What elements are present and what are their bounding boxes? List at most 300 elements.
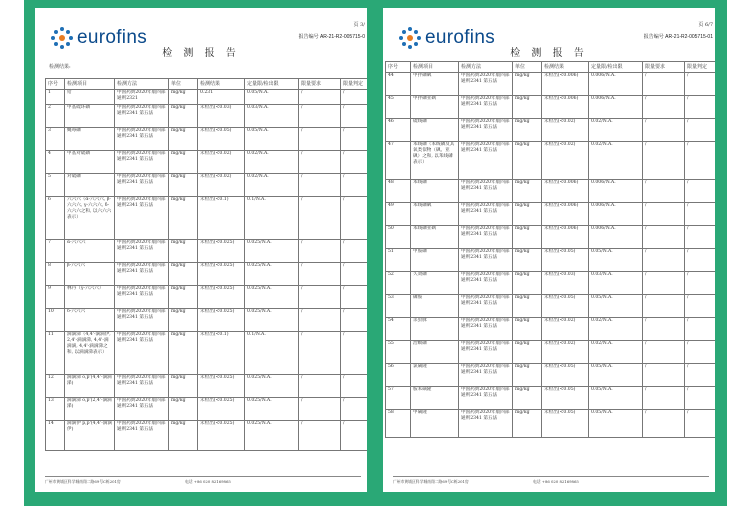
- cell-result: 未检出(<0.025): [198, 375, 245, 398]
- cell-result: 未检出(<0.025): [198, 309, 245, 332]
- footer-address: 广州市黄埔区科学城南翔二路69号C栋201房: [45, 479, 121, 484]
- cell-judge: /: [685, 96, 716, 119]
- cell-limit: /: [299, 263, 341, 286]
- cell-no: 5: [46, 174, 65, 197]
- cell-item: 苯线磷（苯线磷及其氧类似物（砜、亚砜）之和, 以苯线磷表示）: [411, 142, 459, 180]
- table-row: [46, 105, 368, 128]
- cell-no: 7: [46, 240, 65, 263]
- cell-method: 中国药典2020年版四部通则2341 第五法: [115, 174, 169, 197]
- cell-unit: mg/kg: [513, 96, 542, 119]
- table-row: [386, 295, 716, 318]
- cell-item: 杀虫脒: [411, 318, 459, 341]
- cell-unit: mg/kg: [169, 286, 198, 309]
- table-row: [386, 341, 716, 364]
- cell-unit: mg/kg: [513, 249, 542, 272]
- cell-judge: /: [685, 180, 716, 203]
- cell-unit: mg/kg: [513, 73, 542, 96]
- cell-item: 胺苯磺隆: [411, 387, 459, 410]
- cell-item: 久效磷: [411, 272, 459, 295]
- cell-limit: /: [643, 364, 685, 387]
- cell-result: 未检出(<0.025): [198, 286, 245, 309]
- cell-unit: mg/kg: [513, 341, 542, 364]
- cell-judge: /: [685, 341, 716, 364]
- cell-limit: /: [299, 90, 341, 105]
- cell-limit: /: [643, 142, 685, 180]
- cell-judge: /: [341, 151, 368, 174]
- cell-unit: mg/kg: [169, 128, 198, 151]
- table-row: [386, 410, 716, 438]
- cell-judge: /: [685, 295, 716, 318]
- cell-result: 未检出(<0.006): [542, 73, 589, 96]
- cell-loq: 0.006/N.A.: [589, 96, 643, 119]
- column-header: 检测方法: [459, 62, 513, 73]
- report-number: 报告编号 AR-21-R2-005715-0: [298, 34, 365, 40]
- table-row: [46, 398, 368, 421]
- cell-unit: mg/kg: [513, 318, 542, 341]
- cell-limit: /: [643, 226, 685, 249]
- page-number: 页 6/7: [698, 22, 713, 28]
- cell-no: 12: [46, 375, 65, 398]
- cell-unit: mg/kg: [169, 398, 198, 421]
- column-header: 单位: [169, 79, 198, 90]
- cell-item: 甲基对硫磷: [65, 151, 115, 174]
- cell-loq: 0.025/N.A.: [245, 240, 299, 263]
- footer-phone: 电话 +86 020 82169865: [533, 479, 579, 484]
- cell-no: 45: [386, 96, 411, 119]
- cell-limit: /: [643, 119, 685, 142]
- results-table: [385, 61, 715, 438]
- table-row: [46, 151, 368, 174]
- cell-result: 未检出(<0.025): [198, 398, 245, 421]
- cell-limit: /: [299, 197, 341, 240]
- cell-judge: /: [685, 226, 716, 249]
- cell-method: 中国药典2020年版四部通则2341 第五法: [115, 375, 169, 398]
- cell-loq: 0.006/N.A.: [589, 203, 643, 226]
- cell-unit: mg/kg: [169, 421, 198, 451]
- cell-loq: 0.05/N.A.: [589, 364, 643, 387]
- cell-loq: 0.02/N.A.: [245, 174, 299, 197]
- cell-item: δ-六六六: [65, 309, 115, 332]
- cell-unit: mg/kg: [513, 203, 542, 226]
- cell-judge: /: [341, 105, 368, 128]
- cell-no: 47: [386, 142, 411, 180]
- cell-judge: /: [341, 197, 368, 240]
- cell-result: 未检出(<0.03): [542, 272, 589, 295]
- cell-unit: mg/kg: [169, 174, 198, 197]
- table-body: [386, 73, 716, 438]
- cell-no: 6: [46, 197, 65, 240]
- cell-judge: /: [685, 73, 716, 96]
- page-title: 检 测 报 告: [510, 48, 588, 59]
- cell-result: 未检出(<0.006): [542, 226, 589, 249]
- table-row: [386, 226, 716, 249]
- cell-no: 53: [386, 295, 411, 318]
- cell-no: 55: [386, 341, 411, 364]
- cell-loq: 0.02/N.A.: [589, 119, 643, 142]
- cell-item: 滴滴涕 o,p'(4,4'-滴滴涕): [65, 375, 115, 398]
- cell-loq: 0.05/N.A.: [589, 249, 643, 272]
- cell-judge: /: [341, 128, 368, 151]
- cell-limit: /: [643, 272, 685, 295]
- column-header: 定量限/检出限: [245, 79, 299, 90]
- cell-unit: mg/kg: [513, 364, 542, 387]
- cell-method: 中国药典2020年版四部通则2341 第五法: [115, 421, 169, 451]
- cell-result: 未检出(<0.02): [542, 318, 589, 341]
- cell-loq: 0.025/N.A.: [245, 375, 299, 398]
- cell-no: 49: [386, 203, 411, 226]
- footer-address: 广州市黄埔区科学城南翔二路69号C栋201房: [393, 479, 469, 484]
- cell-judge: /: [685, 119, 716, 142]
- table-row: [386, 387, 716, 410]
- table-row: [46, 286, 368, 309]
- cell-method: 中国药典2020年版四部通则2341 第五法: [115, 332, 169, 375]
- cell-no: 4: [46, 151, 65, 174]
- report-page-left: [35, 8, 367, 492]
- cell-unit: mg/kg: [513, 142, 542, 180]
- cell-no: 11: [46, 332, 65, 375]
- column-header: 检测结果: [542, 62, 589, 73]
- cell-no: 3: [46, 128, 65, 151]
- cell-result: 未检出(<0.025): [198, 240, 245, 263]
- table-row: [46, 128, 368, 151]
- cell-method: 中国药典2020年版四部通则2341 第五法: [115, 263, 169, 286]
- table-row: [46, 263, 368, 286]
- cell-result: 未检出(<0.02): [542, 341, 589, 364]
- cell-limit: /: [643, 410, 685, 438]
- cell-method: 中国药典2020年版四部通则2341 第五法: [115, 197, 169, 240]
- cell-limit: /: [643, 387, 685, 410]
- cell-no: 13: [46, 398, 65, 421]
- cell-result: 未检出(<0.02): [198, 151, 245, 174]
- table-header-row: [46, 79, 368, 90]
- cell-method: 中国药典2020年版四部通则2341 第五法: [459, 387, 513, 410]
- cell-limit: /: [643, 295, 685, 318]
- table-row: [386, 96, 716, 119]
- cell-judge: /: [685, 364, 716, 387]
- cell-result: 未检出(<0.006): [542, 203, 589, 226]
- cell-loq: 0.1/N.A.: [245, 332, 299, 375]
- cell-method: 中国药典2020年版四部通则2341 第五法: [459, 318, 513, 341]
- cell-judge: /: [685, 410, 716, 438]
- cell-limit: /: [643, 249, 685, 272]
- cell-loq: 0.05/N.A.: [245, 128, 299, 151]
- report-number: 报告编号 AR-21-R2-005715-01: [643, 34, 713, 40]
- cell-method: 中国药典2020年版四部通则2341 第五法: [115, 240, 169, 263]
- table-row: [386, 364, 716, 387]
- page-footer: [45, 476, 361, 485]
- cell-unit: mg/kg: [169, 240, 198, 263]
- cell-judge: /: [341, 375, 368, 398]
- cell-result: 未检出(<0.1): [198, 197, 245, 240]
- cell-limit: /: [643, 203, 685, 226]
- cell-result: 未检出(<0.025): [198, 263, 245, 286]
- cell-method: 中国药典2020年版四部通则2341 第五法: [115, 398, 169, 421]
- cell-unit: mg/kg: [513, 295, 542, 318]
- cell-no: 44: [386, 73, 411, 96]
- cell-unit: mg/kg: [513, 119, 542, 142]
- table-row: [386, 272, 716, 295]
- cell-result: 未检出(<0.1): [198, 332, 245, 375]
- column-header: 序号: [46, 79, 65, 90]
- cell-method: 中国药典2020年版四部通则2341 第五法: [459, 96, 513, 119]
- cell-unit: mg/kg: [169, 197, 198, 240]
- cell-judge: /: [341, 174, 368, 197]
- cell-unit: mg/kg: [513, 272, 542, 295]
- cell-unit: mg/kg: [169, 309, 198, 332]
- cell-limit: /: [299, 375, 341, 398]
- cell-limit: /: [299, 128, 341, 151]
- column-header: 限量判定: [341, 79, 368, 90]
- column-header: 检测方法: [115, 79, 169, 90]
- cell-item: 苯线磷: [411, 180, 459, 203]
- cell-loq: 0.1/N.A.: [245, 197, 299, 240]
- cell-unit: mg/kg: [513, 226, 542, 249]
- table-row: [46, 197, 368, 240]
- cell-no: 14: [46, 421, 65, 451]
- cell-limit: /: [643, 318, 685, 341]
- cell-unit: mg/kg: [513, 410, 542, 438]
- cell-item: 治螟磷: [411, 341, 459, 364]
- cell-unit: mg/kg: [169, 263, 198, 286]
- footer-phone: 电话 +86 020 82169865: [185, 479, 231, 484]
- cell-loq: 0.03/N.A.: [589, 272, 643, 295]
- cell-method: 中国药典2020年版四部通则2341 第五法: [459, 226, 513, 249]
- cell-result: 未检出(<0.05): [542, 387, 589, 410]
- table-row: [46, 240, 368, 263]
- page-number: 页 3/: [353, 22, 365, 28]
- cell-limit: /: [299, 240, 341, 263]
- cell-no: 54: [386, 318, 411, 341]
- cell-item: 滴滴伊 p,p'(4,4'-滴滴伊): [65, 421, 115, 451]
- cell-judge: /: [341, 421, 368, 451]
- cell-result: 未检出(<0.006): [542, 96, 589, 119]
- cell-loq: 0.02/N.A.: [245, 151, 299, 174]
- cell-no: 9: [46, 286, 65, 309]
- cell-method: 中国药典2020年版四部通则2341 第五法: [459, 119, 513, 142]
- cell-item: 对硫磷: [65, 174, 115, 197]
- cell-item: 甲拌磷砜: [411, 73, 459, 96]
- cell-loq: 0.025/N.A.: [245, 309, 299, 332]
- cell-loq: 0.05/N.A.: [589, 387, 643, 410]
- page-footer: [393, 476, 709, 485]
- cell-result: 0.231: [198, 90, 245, 105]
- cell-method: 中国药典2020年版四部通则2341 第五法: [115, 151, 169, 174]
- cell-item: 氯磺隆: [411, 364, 459, 387]
- cell-method: 中国药典2020年版四部通则2341 第五法: [115, 309, 169, 332]
- cell-method: 中国药典2020年版四部通则2341 第五法: [459, 73, 513, 96]
- cell-result: 未检出(<0.05): [198, 128, 245, 151]
- cell-result: 未检出(<0.006): [542, 180, 589, 203]
- cell-limit: /: [299, 421, 341, 451]
- result-label: 检测结果:: [49, 64, 71, 70]
- cell-no: 51: [386, 249, 411, 272]
- cell-judge: /: [341, 398, 368, 421]
- column-header: 限量要求: [299, 79, 341, 90]
- cell-result: 未检出(<0.05): [542, 249, 589, 272]
- table-row: [46, 375, 368, 398]
- cell-method: 中国药典2020年版四部通则2341 第五法: [459, 410, 513, 438]
- cell-no: 1: [46, 90, 65, 105]
- cell-loq: 0.025/N.A.: [245, 421, 299, 451]
- cell-judge: /: [341, 309, 368, 332]
- cell-judge: /: [341, 332, 368, 375]
- cell-item: 蝇毒磷: [65, 128, 115, 151]
- cell-item: 铅: [65, 90, 115, 105]
- cell-item: 甲磺隆: [411, 410, 459, 438]
- cell-unit: mg/kg: [169, 90, 198, 105]
- cell-no: 48: [386, 180, 411, 203]
- column-header: 单位: [513, 62, 542, 73]
- cell-loq: 0.006/N.A.: [589, 180, 643, 203]
- cell-item: 滴滴涕（4,4'-滴滴伊, 2,4'-滴滴涕, 4,4'-滴滴滴, 4,4'-滴滴涕之和, 以滴滴涕表示）: [65, 332, 115, 375]
- cell-method: 中国药典2020年版四部通则2341 第五法: [115, 105, 169, 128]
- cell-item: 甲胺磷: [411, 249, 459, 272]
- table-row: [386, 142, 716, 180]
- column-header: 序号: [386, 62, 411, 73]
- cell-limit: /: [299, 105, 341, 128]
- cell-loq: 0.03/N.A.: [245, 105, 299, 128]
- table-body: [46, 90, 368, 451]
- cell-method: 中国药典2020年版四部通则2341 第五法: [459, 142, 513, 180]
- cell-result: 未检出(<0.05): [542, 364, 589, 387]
- brand-name: eurofins: [77, 27, 147, 48]
- table-row: [386, 180, 716, 203]
- table-header-row: [386, 62, 716, 73]
- cell-unit: mg/kg: [169, 151, 198, 174]
- column-header: 限量判定: [685, 62, 716, 73]
- cell-judge: /: [685, 249, 716, 272]
- cell-method: 中国药典2020年版四部通则2341 第五法: [459, 180, 513, 203]
- table-row: [46, 421, 368, 451]
- table-row: [386, 249, 716, 272]
- cell-loq: 0.006/N.A.: [589, 226, 643, 249]
- column-header: 检测项目: [411, 62, 459, 73]
- cell-judge: /: [685, 142, 716, 180]
- cell-item: 甲拌磷亚砜: [411, 96, 459, 119]
- cell-loq: 0.02/N.A.: [589, 142, 643, 180]
- cell-loq: 0.025/N.A.: [245, 263, 299, 286]
- cell-item: 苯线磷亚砜: [411, 226, 459, 249]
- cell-judge: /: [685, 387, 716, 410]
- cell-item: 滴滴涕 o,p'(2,4'-滴滴涕): [65, 398, 115, 421]
- cell-item: 甲基硫环磷: [65, 105, 115, 128]
- cell-limit: /: [643, 180, 685, 203]
- cell-limit: /: [643, 73, 685, 96]
- cell-no: 52: [386, 272, 411, 295]
- cell-no: 46: [386, 119, 411, 142]
- cell-loq: 0.025/N.A.: [245, 398, 299, 421]
- cell-no: 58: [386, 410, 411, 438]
- cell-unit: mg/kg: [513, 387, 542, 410]
- cell-limit: /: [643, 341, 685, 364]
- cell-item: 硫线磷: [411, 119, 459, 142]
- cell-method: 中国药典2020年版四部通则2341 第五法: [459, 341, 513, 364]
- column-header: 限量要求: [643, 62, 685, 73]
- cell-judge: /: [685, 203, 716, 226]
- cell-limit: /: [299, 151, 341, 174]
- cell-loq: 0.006/N.A.: [589, 73, 643, 96]
- table-row: [46, 332, 368, 375]
- cell-method: 中国药典2020年版四部通则2341 第五法: [459, 203, 513, 226]
- cell-loq: 0.05/N.A.: [589, 295, 643, 318]
- cell-result: 未检出(<0.02): [542, 142, 589, 180]
- cell-item: 苯线磷砜: [411, 203, 459, 226]
- cell-result: 未检出(<0.05): [542, 295, 589, 318]
- cell-item: 林丹（γ-六六六）: [65, 286, 115, 309]
- table-row: [46, 174, 368, 197]
- cell-limit: /: [299, 309, 341, 332]
- column-header: 定量限/检出限: [589, 62, 643, 73]
- cell-limit: /: [299, 174, 341, 197]
- cell-judge: /: [341, 263, 368, 286]
- cell-result: 未检出(<0.02): [198, 174, 245, 197]
- cell-method: 中国药典2020年版四部通则2341 第五法: [115, 128, 169, 151]
- cell-limit: /: [299, 286, 341, 309]
- cell-judge: /: [685, 318, 716, 341]
- cell-no: 57: [386, 387, 411, 410]
- cell-method: 中国药典2020年版四部通则2341 第五法: [459, 364, 513, 387]
- cell-judge: /: [341, 240, 368, 263]
- cell-method: 中国药典2020年版四部通则2341 第五法: [115, 286, 169, 309]
- cell-item: 磷胺: [411, 295, 459, 318]
- cell-result: 未检出(<0.05): [542, 410, 589, 438]
- cell-loq: 0.05/N.A.: [589, 410, 643, 438]
- table-row: [46, 309, 368, 332]
- cell-loq: 0.05/N.A.: [245, 90, 299, 105]
- cell-no: 2: [46, 105, 65, 128]
- cell-no: 50: [386, 226, 411, 249]
- table-row: [386, 203, 716, 226]
- cell-method: 中国药典2020年版四部通则2341 第五法: [459, 249, 513, 272]
- cell-judge: /: [341, 286, 368, 309]
- cell-item: β-六六六: [65, 263, 115, 286]
- table-row: [386, 318, 716, 341]
- brand-name: eurofins: [425, 27, 495, 48]
- cell-judge: /: [685, 272, 716, 295]
- cell-item: 六六六（α-六六六, β-六六六, γ-六六六, δ-六六六之和, 以六六六表示）: [65, 197, 115, 240]
- cell-method: 中国药典2020年版四部通则2341 第五法: [459, 272, 513, 295]
- cell-item: α-六六六: [65, 240, 115, 263]
- cell-unit: mg/kg: [169, 105, 198, 128]
- table-row: [46, 90, 368, 105]
- cell-loq: 0.025/N.A.: [245, 286, 299, 309]
- cell-limit: /: [299, 398, 341, 421]
- cell-result: 未检出(<0.025): [198, 421, 245, 451]
- column-header: 检测项目: [65, 79, 115, 90]
- page-title: 检 测 报 告: [162, 48, 240, 59]
- cell-result: 未检出(<0.02): [542, 119, 589, 142]
- results-table: [45, 78, 367, 451]
- cell-loq: 0.02/N.A.: [589, 318, 643, 341]
- cell-no: 10: [46, 309, 65, 332]
- cell-method: 中国药典2020年版四部通则2341 第五法: [459, 295, 513, 318]
- table-row: [386, 73, 716, 96]
- cell-limit: /: [299, 332, 341, 375]
- cell-unit: mg/kg: [169, 375, 198, 398]
- cell-judge: /: [341, 90, 368, 105]
- cell-loq: 0.02/N.A.: [589, 341, 643, 364]
- cell-result: 未检出(<0.03): [198, 105, 245, 128]
- table-row: [386, 119, 716, 142]
- cell-unit: mg/kg: [169, 332, 198, 375]
- column-header: 检测结果: [198, 79, 245, 90]
- cell-no: 8: [46, 263, 65, 286]
- cell-limit: /: [643, 96, 685, 119]
- cell-no: 56: [386, 364, 411, 387]
- report-page-right: [383, 8, 715, 492]
- cell-unit: mg/kg: [513, 180, 542, 203]
- cell-method: 中国药典2020年版四部通则2321: [115, 90, 169, 105]
